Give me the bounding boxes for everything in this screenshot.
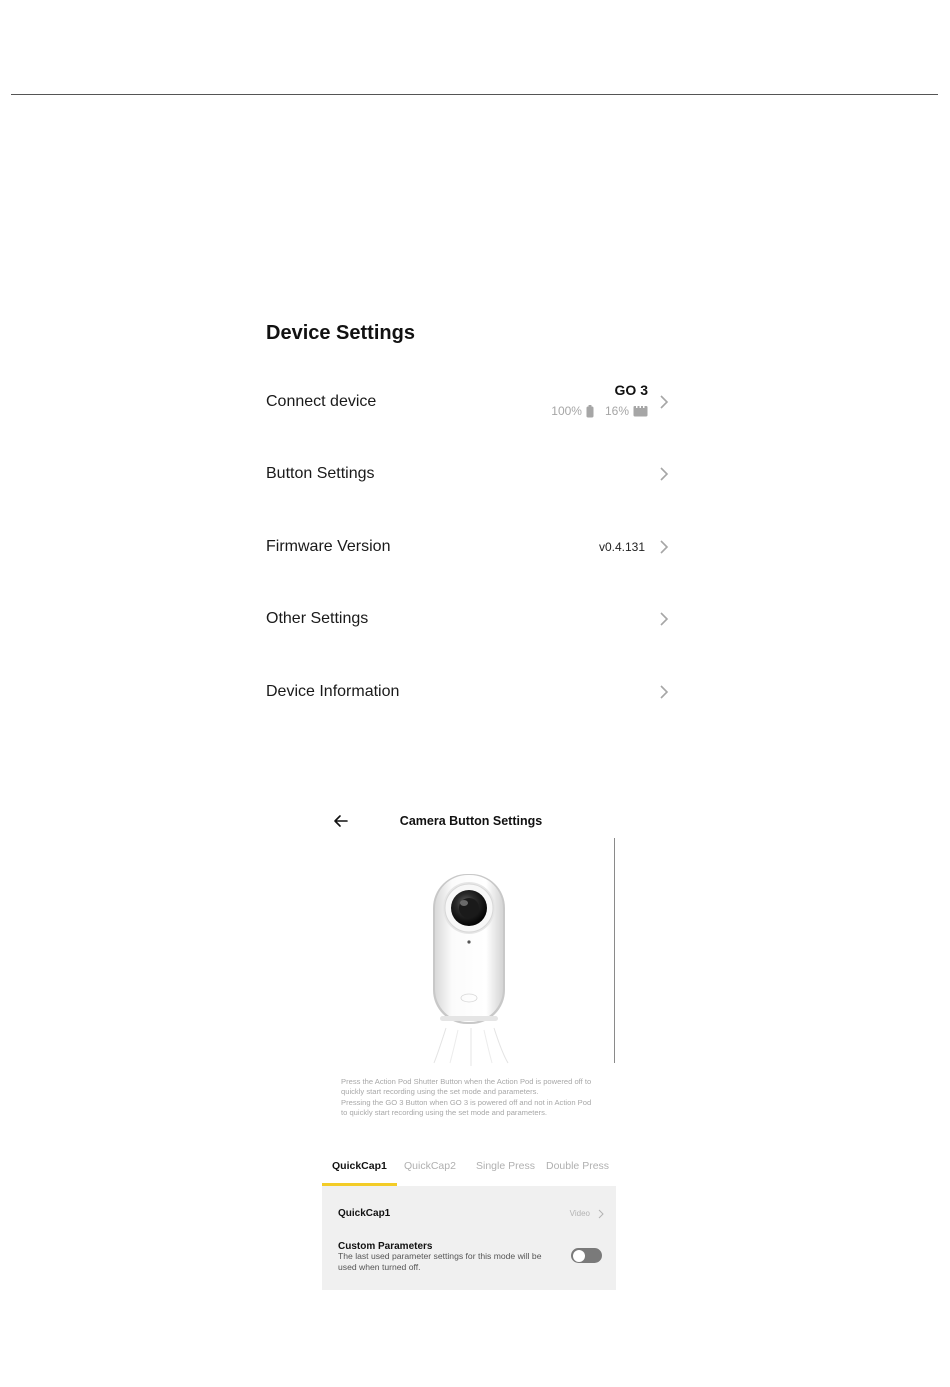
other-settings-label: Other Settings [266,610,369,627]
chevron-right-icon [659,611,669,627]
connect-device-row[interactable] [266,374,670,430]
scrollbar[interactable] [614,838,615,1063]
screen-title: Camera Button Settings [399,814,543,828]
custom-parameters-description: The last used parameter settings for this mode will be used when turned off. [338,1251,542,1272]
custom-parameters-title: Custom Parameters [338,1241,433,1252]
page-title: Device Settings [266,322,415,344]
tab-bar [322,1152,616,1186]
button-settings-label: Button Settings [266,465,375,482]
sd-card-icon [633,405,648,417]
chevron-right-icon [659,684,669,700]
custom-parameters-toggle[interactable] [571,1248,602,1263]
battery-percent: 100% [551,404,582,418]
tab-double-press[interactable]: Double Press [546,1160,610,1172]
device-information-row[interactable] [266,664,670,720]
connect-device-label: Connect device [266,393,377,410]
device-name: GO 3 [614,382,648,398]
device-information-label: Device Information [266,683,400,700]
mode-label: QuickCap1 [338,1208,391,1219]
tab-single-press[interactable]: Single Press [476,1160,535,1172]
description-paragraph: Pressing the GO 3 Button when GO 3 is powered off and not in Action Pod to quickly start recording using the set mode and parameters. [341,1097,592,1117]
camera-button-settings-screen [322,800,616,1290]
firmware-version-label: Firmware Version [266,538,391,555]
description-text [341,1077,597,1118]
chevron-right-icon [659,394,669,410]
other-settings-row[interactable] [266,591,670,647]
device-stats [551,404,648,418]
camera-illustration [416,868,526,1068]
toggle-knob [573,1250,585,1262]
chevron-right-icon [598,1209,604,1219]
tab-quickcap1[interactable]: QuickCap1 [332,1160,387,1172]
description-paragraph: Press the Action Pod Shutter Button when the Action Pod is powered off to quickly start recording using the set mode and parameters. [341,1077,592,1097]
top-divider [11,94,938,95]
mode-value: Video [569,1209,590,1218]
storage-percent: 16% [604,404,629,418]
tab-quickcap2[interactable]: QuickCap2 [404,1160,456,1172]
settings-card [322,1186,616,1290]
chevron-right-icon [659,466,669,482]
battery-icon [586,405,594,418]
firmware-version-row[interactable] [266,519,670,575]
chevron-right-icon [659,539,669,555]
firmware-version-value: v0.4.131 [598,540,645,554]
button-settings-row[interactable] [266,446,670,502]
